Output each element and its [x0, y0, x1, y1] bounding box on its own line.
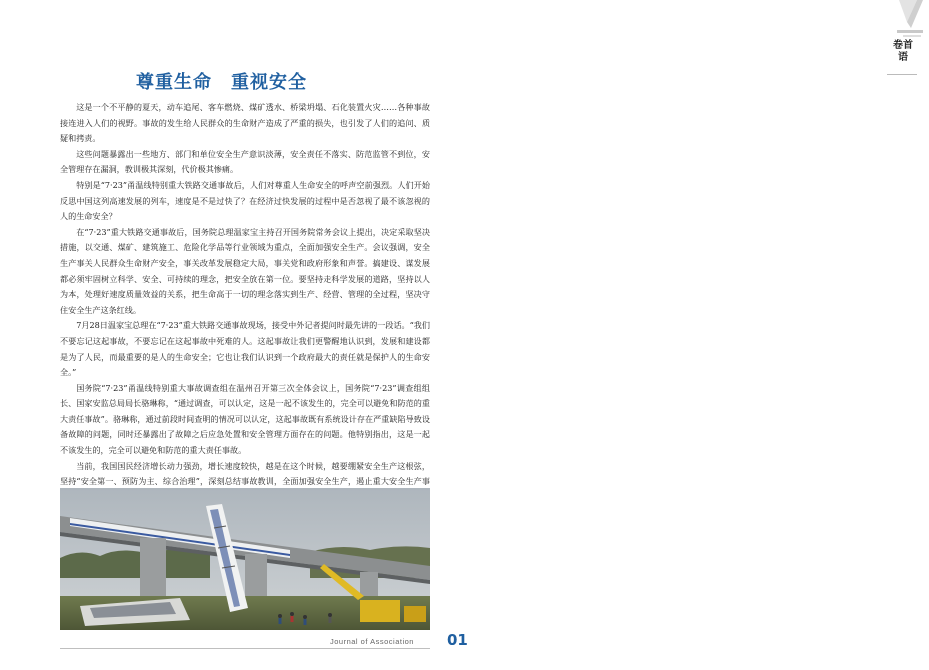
article-title: 尊重生命 重视安全 [136, 72, 307, 93]
article-body [60, 100, 430, 505]
paragraph: 这是一个不平静的夏天，动车追尾、客车燃烧、煤矿透水、桥梁坍塌、石化装置火灾……各种事故接连进入人们的视野。事故的发生给人民群众的生命财产造成了严重的损失，也引发了人们的追问、质疑和拷责。 [60, 102, 430, 144]
side-tab [443, 0, 913, 670]
journal-name: Journal of Association [330, 637, 414, 646]
paragraph: 7月28日温家宝总理在“7·23”重大铁路交通事故现场，接受中外记者提问时最先讲的一段话。“我们不要忘记这起事故，不要忘记在这起事故中死难的人。这起事故让我们更警醒地认识到，发展和建设都是为了人民，而最重要的是人的生命安全；它也让我们认识到一个政府最大的责任就是保护人的生命安全。” [60, 320, 430, 378]
footer-divider [60, 648, 430, 649]
corner-decoration-icon [893, 0, 929, 40]
paragraph: 在“7·23”重大铁路交通事故后，国务院总理温家宝主持召开国务院常务会议上提出，决定采取坚决措施，以交通、煤矿、建筑施工、危险化学品等行业领域为重点，全面加强安全生产。会议强调，安全生产事关人民群众生命财产安全，事关改革发展稳定大局，事关党和政府形象和声誉。搞建设、谋发展都必须牢固树立科学、安全、可持续的理念，把安全放在第一位。要坚持走科学发展的道路，坚持以人为本，处理好速度质量效益的关系，把生命高于一切的理念落实到生产、经营、管理的全过程，坚决守住安全生产这条红线。 [60, 226, 430, 315]
paragraph: 这些问题暴露出一些地方、部门和单位安全生产意识淡薄，安全责任不落实、防范监管不到位，安全管理存在漏洞，教训极其深刻，代价极其惨痛。 [60, 148, 430, 175]
paragraph: 当前，我国国民经济增长动力强劲，增长速度较快，越是在这个时候，越要绷紧安全生产这根弦，坚持“安全第一、预防为主、综合治理”，深刻总结事故教训，全面加强安全生产，遏止重大安全生产事 [60, 460, 430, 487]
paragraph: 国务院“7·23”甬温线特别重大事故调查组在温州召开第三次全体会议上，国务院“7·23”调查组组长、国家安监总局局长骆琳称，“通过调查，可以认定，这是一起不该发生的，完全可以避免和防范的重大责任事故”。骆琳称，通过前段时间查明的情况可以认定，这起事故既有系统设计存在严重缺陷导致设备故障的问题，同时还暴露出了故障之后应急处置和安全管理方面存在的问题。他特别指出，这是一起不该发生的，完全可以避免和防范的重大责任事故。 [60, 382, 430, 456]
train-accident-photo [60, 488, 430, 630]
column-label: 卷首语 [893, 40, 913, 63]
page-number: 01 [447, 631, 468, 649]
tab-divider [887, 74, 917, 75]
paragraph: 特别是“7·23”甬温线特别重大铁路交通事故后，人们对尊重人生命安全的呼声空前强烈。人们开始反思中国这列高速发展的列车，速度是不是过快了？在经济过快发展的过程中是否忽视了最不该忽视的人的生命安全？ [60, 179, 430, 222]
